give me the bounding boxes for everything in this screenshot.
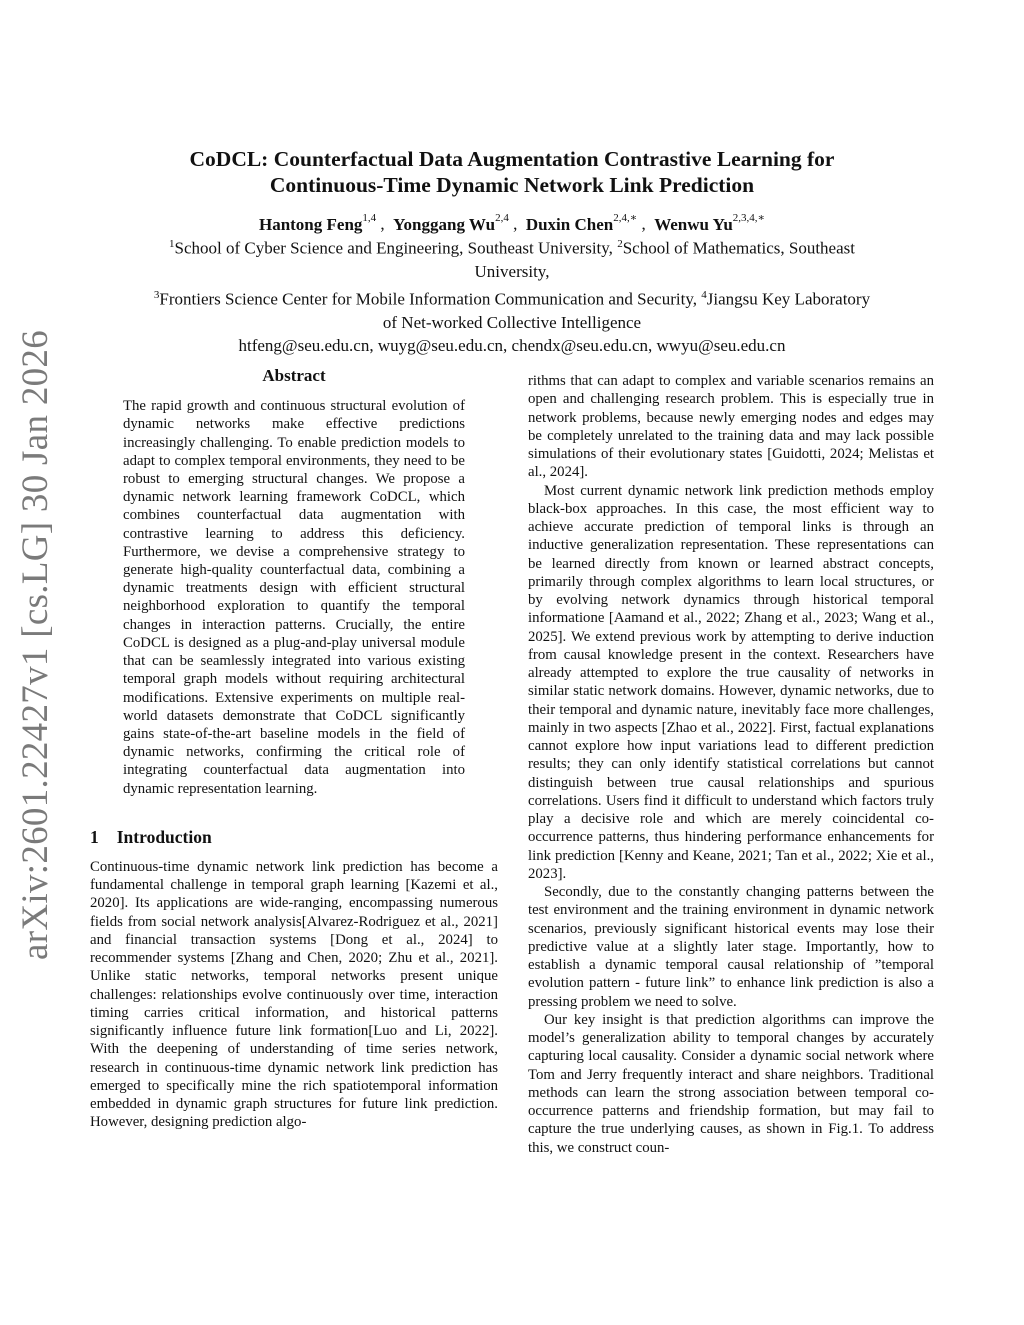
author-affiliation-marker: 2,3,4,∗ <box>732 212 766 224</box>
author-affiliation-marker: 2,4,∗ <box>613 212 638 224</box>
section-title: Introduction <box>116 826 212 847</box>
author-list: Hantong Feng$^{1,4}$ , Yonggang Wu$^{2,4}$ , Duxin Chen$^{2,4,∗}$ , Wenwu $Yu^{2,3,4,∗}$ <box>258 212 766 234</box>
author <box>393 212 509 234</box>
author-emails: htfeng@seu.edu.cn, wuyg@seu.edu.cn, chendx@seu.edu.cn, wwyu@seu.edu.cn <box>238 336 786 356</box>
right-column <box>528 372 934 1157</box>
section-heading-introduction <box>90 828 498 846</box>
paper-title <box>90 146 934 198</box>
affiliation-text: Jiangsu Key Laboratory <box>706 289 871 309</box>
title-line-2: Continuous-Time Dynamic Network Link Prediction <box>269 173 755 197</box>
affiliation-marker: 4 <box>701 288 707 301</box>
author-affiliation-marker: 1,4 <box>362 212 377 224</box>
author <box>525 212 638 234</box>
abstract-heading: Abstract <box>262 366 326 385</box>
body-paragraph: rithms that can adapt to complex and variable scenarios remains an open and challenging research problem. This is especially true in network problems, because newly emerging nodes and edges may be completely unrelated to the training data and may lack possible simulations of their evolutionary states [Guidotti, 2024; Melistas et al., 2024]. <box>528 373 934 481</box>
body-paragraph: Our key insight is that prediction algorithms can improve the model’s generalization ability to temporal changes by accurately capturing local causality. Consider a dynamic social network where Tom and Jerry frequently interact and share neighbors. Traditional methods can learn the strong association between temporal co-occurrence patterns and friendship formation, but may fail to capture the true underlying causes, as shown in Fig.1. To address this, we construct coun- <box>528 1011 934 1156</box>
affiliation-text: Frontiers Science Center for Mobile Information Communication and Security, <box>159 289 702 309</box>
section-number: 1 <box>90 826 99 847</box>
author-name: Yonggang Wu <box>393 214 496 234</box>
author-name: Wenwu Yu <box>654 214 733 234</box>
body-paragraph: Secondly, due to the constantly changing patterns between the test environment and the training environment in dynamic network scenarios, previously significant historical events may lose their predictive value at a slightly later stage. Importantly, how to establish a dynamic temporal causal relationship of ”temporal evolution pattern - future link” to enhance link prediction is also a pressing problem we need to solve. <box>528 884 934 1010</box>
abstract-text: The rapid growth and continuous structural evolution of dynamic networks make effective predictions increasingly challenging. To enable prediction models to adapt to complex temporal environments, they need to be robust to emerging structural changes. We propose a dynamic network learning framework CoDCL, which combines counterfactual data augmentation with contrastive learning to address this deficiency. Furthermore, we devise a comprehensive strategy to generate high-quality counterfactual data, combining a dynamic treatments design with efficient structural neighborhood exploration to quantify the temporal changes in interaction patterns. Crucially, the entire CoDCL is designed as a plug-and-play universal module that can be seamlessly integrated into various existing temporal graph models without requiring architectural modifications. Extensive experiments on multiple real-world datasets demonstrate that CoDCL significantly gains state-of-the-art baseline models in the field of dynamic networks, confirming the critical role of integrating counterfactual data augmentation into dynamic representation learning. <box>123 398 465 797</box>
author-name: Hantong Feng <box>258 214 363 234</box>
arxiv-identifier-stamp: arXiv:2601.22427v1 [cs.LG] 30 Jan 2026 <box>15 329 56 960</box>
affiliations <box>90 233 934 358</box>
body-paragraph: Most current dynamic network link prediction methods employ black-box approaches. In this case, the most efficient way to achieve accurate prediction of temporal links is through an inductive generalization representation. These representations can be learned directly from known or learned abstract concepts, primarily through complex algorithms to learn local structures, or by evolving network dynamics through historical temporal informatione [Aamand et al., 2022; Zhang et al., 2023; Wang et al., 2025]. We extend previous work by attempting to derive induction from causal knowledge present in the context. Researchers have already attempted to explore the true causality of networks in similar static network domains. However, dynamic networks, due to their temporal and dynamic nature, inevitably face more challenges, mainly in two aspects [Zhao et al., 2022]. First, factual explanations cannot explore how input variations lead to different prediction results; they can only identify statistical correlations but cannot distinguish between true causal relationships and spurious correlations. Users find it difficult to understand which factors truly play a decisive role and which are merely coincidental co-occurrence patterns, thus hindering performance enhancements for link prediction [Kenny and Keane, 2021; Tan et al., 2022; Xie et al., 2023]. <box>528 482 934 882</box>
author-name: Duxin Chen <box>525 214 614 234</box>
affiliation-line: of Net-worked Collective Intelligence <box>382 312 642 332</box>
affiliation-line <box>90 284 934 311</box>
affiliation-text: School of Mathematics, Southeast <box>622 238 855 258</box>
affiliation-marker: 3 <box>153 288 160 301</box>
title-line-1: CoDCL: Counterfactual Data Augmentation Contrastive Learning for <box>189 147 835 171</box>
author-affiliation-marker: 2,4 <box>495 212 509 224</box>
left-column <box>90 367 498 1132</box>
affiliation-line <box>90 233 934 260</box>
affiliation-line: University, <box>474 262 550 282</box>
author <box>654 212 766 234</box>
intro-paragraph: Continuous-time dynamic network link prediction has become a fundamental challenge in temporal graph learning [Kazemi et al., 2020]. Its applications are wide-ranging, encompassing numerous fields from social network analysis[Alvarez-Rodriguez et al., 2021] and financial transaction systems [Dong et al., 2024] to recommender systems [Zhang and Chen, 2020; Zhu et al., 2021]. Unlike static networks, temporal networks present unique challenges: relationships evolve continuously over time, interaction timing carries critical information, and historical patterns significantly influence future link formation[Luo and Li, 2022]. With the deepening of understanding of time series network, research in continuous-time dynamic network link prediction has emerged to specifically mine the rich spatiotemporal information embedded in dynamic graph structures for future link prediction. However, designing prediction algo- <box>90 858 498 1131</box>
affiliation-text: School of Cyber Science and Engineering, Southeast University, <box>174 238 618 258</box>
affiliation-marker: 1 <box>168 238 175 250</box>
affiliation-marker: 2 <box>617 238 623 250</box>
author <box>258 212 377 234</box>
